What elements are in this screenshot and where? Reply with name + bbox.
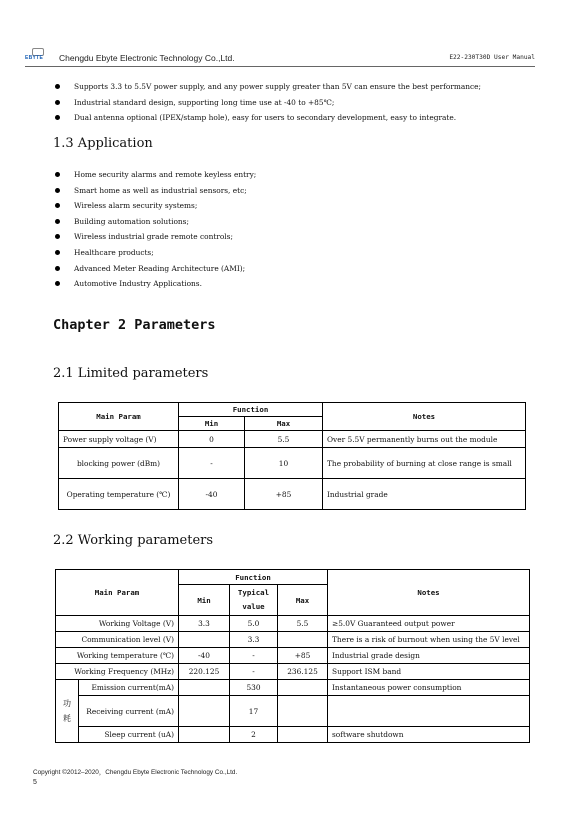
table-row — [56, 648, 530, 664]
table-row — [56, 727, 530, 743]
table-row — [59, 448, 526, 479]
cell-param: Working Frequency (MHz) — [56, 664, 179, 680]
manual-title: E22-230T30D User Manual — [449, 54, 535, 61]
cell-param: Working Voltage (V) — [56, 616, 179, 632]
list-item: Dual antenna optional (IPEX/stamp hole), easy for users to secondary development, easy to integrate. — [55, 110, 481, 126]
cell-notes: The probability of burning at close range is small — [323, 448, 526, 479]
cell-max: 5.5 — [278, 616, 328, 632]
header-main-param: Main Param — [56, 570, 179, 616]
cell-max: 236.125 — [278, 664, 328, 680]
cell-notes: Industrial grade design — [328, 648, 530, 664]
table-row — [59, 431, 526, 448]
cell-notes: There is a risk of burnout when using the 5V level — [328, 632, 530, 648]
table-row — [56, 616, 530, 632]
list-item: Wireless industrial grade remote controls; — [55, 229, 256, 245]
cell-notes: Industrial grade — [323, 479, 526, 510]
cell-notes: Support ISM band — [328, 664, 530, 680]
cell-param: Power supply voltage (V) — [59, 431, 179, 448]
list-item: Advanced Meter Reading Architecture (AMI); — [55, 261, 256, 277]
table-row — [56, 680, 530, 696]
header-min: Min — [179, 585, 230, 616]
table-row — [59, 479, 526, 510]
cell-param: Operating temperature (℃) — [59, 479, 179, 510]
cell-notes: Over 5.5V permanently burns out the module — [323, 431, 526, 448]
cell-typ: 2 — [230, 727, 278, 743]
list-item: Building automation solutions; — [55, 214, 256, 230]
cell-max — [278, 632, 328, 648]
header-function: Function — [179, 570, 328, 585]
cell-min: -40 — [179, 479, 245, 510]
list-item: Automotive Industry Applications. — [55, 276, 256, 292]
page-header — [25, 48, 535, 67]
cell-param: Emission current(mA) — [79, 680, 179, 696]
cell-max: +85 — [278, 648, 328, 664]
cell-min: 3.3 — [179, 616, 230, 632]
cell-min — [179, 632, 230, 648]
header-notes: Notes — [328, 570, 530, 616]
chapter-title: Chapter 2 Parameters — [53, 317, 216, 333]
power-consumption-group-label: 功耗 — [56, 680, 79, 743]
cell-max: 10 — [245, 448, 323, 479]
table-row — [56, 696, 530, 727]
cell-typ: - — [230, 664, 278, 680]
list-item: Healthcare products; — [55, 245, 256, 261]
cell-param: blocking power (dBm) — [59, 448, 179, 479]
cell-typ: - — [230, 648, 278, 664]
feature-list — [55, 79, 481, 126]
list-item: Industrial standard design, supporting long time use at -40 to +85℃; — [55, 95, 481, 111]
header-max: Max — [245, 417, 323, 431]
footer-copyright: Copyright ©2012–2020，Chengdu Ebyte Electronic Technology Co.,Ltd. — [33, 769, 238, 776]
cell-typ: 530 — [230, 680, 278, 696]
table-row — [56, 632, 530, 648]
header-notes: Notes — [323, 403, 526, 431]
header-max: Max — [278, 585, 328, 616]
cell-notes — [328, 696, 530, 727]
section-title-application: 1.3 Application — [53, 136, 153, 151]
cell-typ: 17 — [230, 696, 278, 727]
section-title-limited: 2.1 Limited parameters — [53, 366, 209, 381]
cell-typ: 5.0 — [230, 616, 278, 632]
list-item: Supports 3.3 to 5.5V power supply, and any power supply greater than 5V can ensure the best performance; — [55, 79, 481, 95]
header-function: Function — [179, 403, 323, 417]
logo-text: EBYTE — [25, 55, 44, 61]
cell-param: Working temperature (℃) — [56, 648, 179, 664]
cell-param: Sleep current (uA) — [79, 727, 179, 743]
cell-param: Communication level (V) — [56, 632, 179, 648]
list-item: Smart home as well as industrial sensors, etc; — [55, 183, 256, 199]
working-parameters-table — [55, 569, 530, 743]
cell-min: -40 — [179, 648, 230, 664]
list-item: Home security alarms and remote keyless entry; — [55, 167, 256, 183]
header-main-param: Main Param — [59, 403, 179, 431]
application-list — [55, 167, 256, 292]
table-row — [56, 664, 530, 680]
header-min: Min — [179, 417, 245, 431]
cell-notes: Instantaneous power consumption — [328, 680, 530, 696]
cell-min: 0 — [179, 431, 245, 448]
cell-min: 220.125 — [179, 664, 230, 680]
header-typical: Typical value — [230, 585, 278, 616]
ebyte-logo — [25, 48, 49, 62]
cell-min: - — [179, 448, 245, 479]
limited-parameters-table — [58, 402, 526, 510]
company-name: Chengdu Ebyte Electronic Technology Co.,Ltd. — [59, 53, 235, 63]
cell-notes: ≥5.0V Guaranteed output power — [328, 616, 530, 632]
cell-param: Receiving current (mA) — [79, 696, 179, 727]
cell-notes: software shutdown — [328, 727, 530, 743]
cell-max: +85 — [245, 479, 323, 510]
cell-max: 5.5 — [245, 431, 323, 448]
section-title-working: 2.2 Working parameters — [53, 533, 214, 548]
list-item: Wireless alarm security systems; — [55, 198, 256, 214]
cell-typ: 3.3 — [230, 632, 278, 648]
page-number: 5 — [33, 779, 37, 786]
